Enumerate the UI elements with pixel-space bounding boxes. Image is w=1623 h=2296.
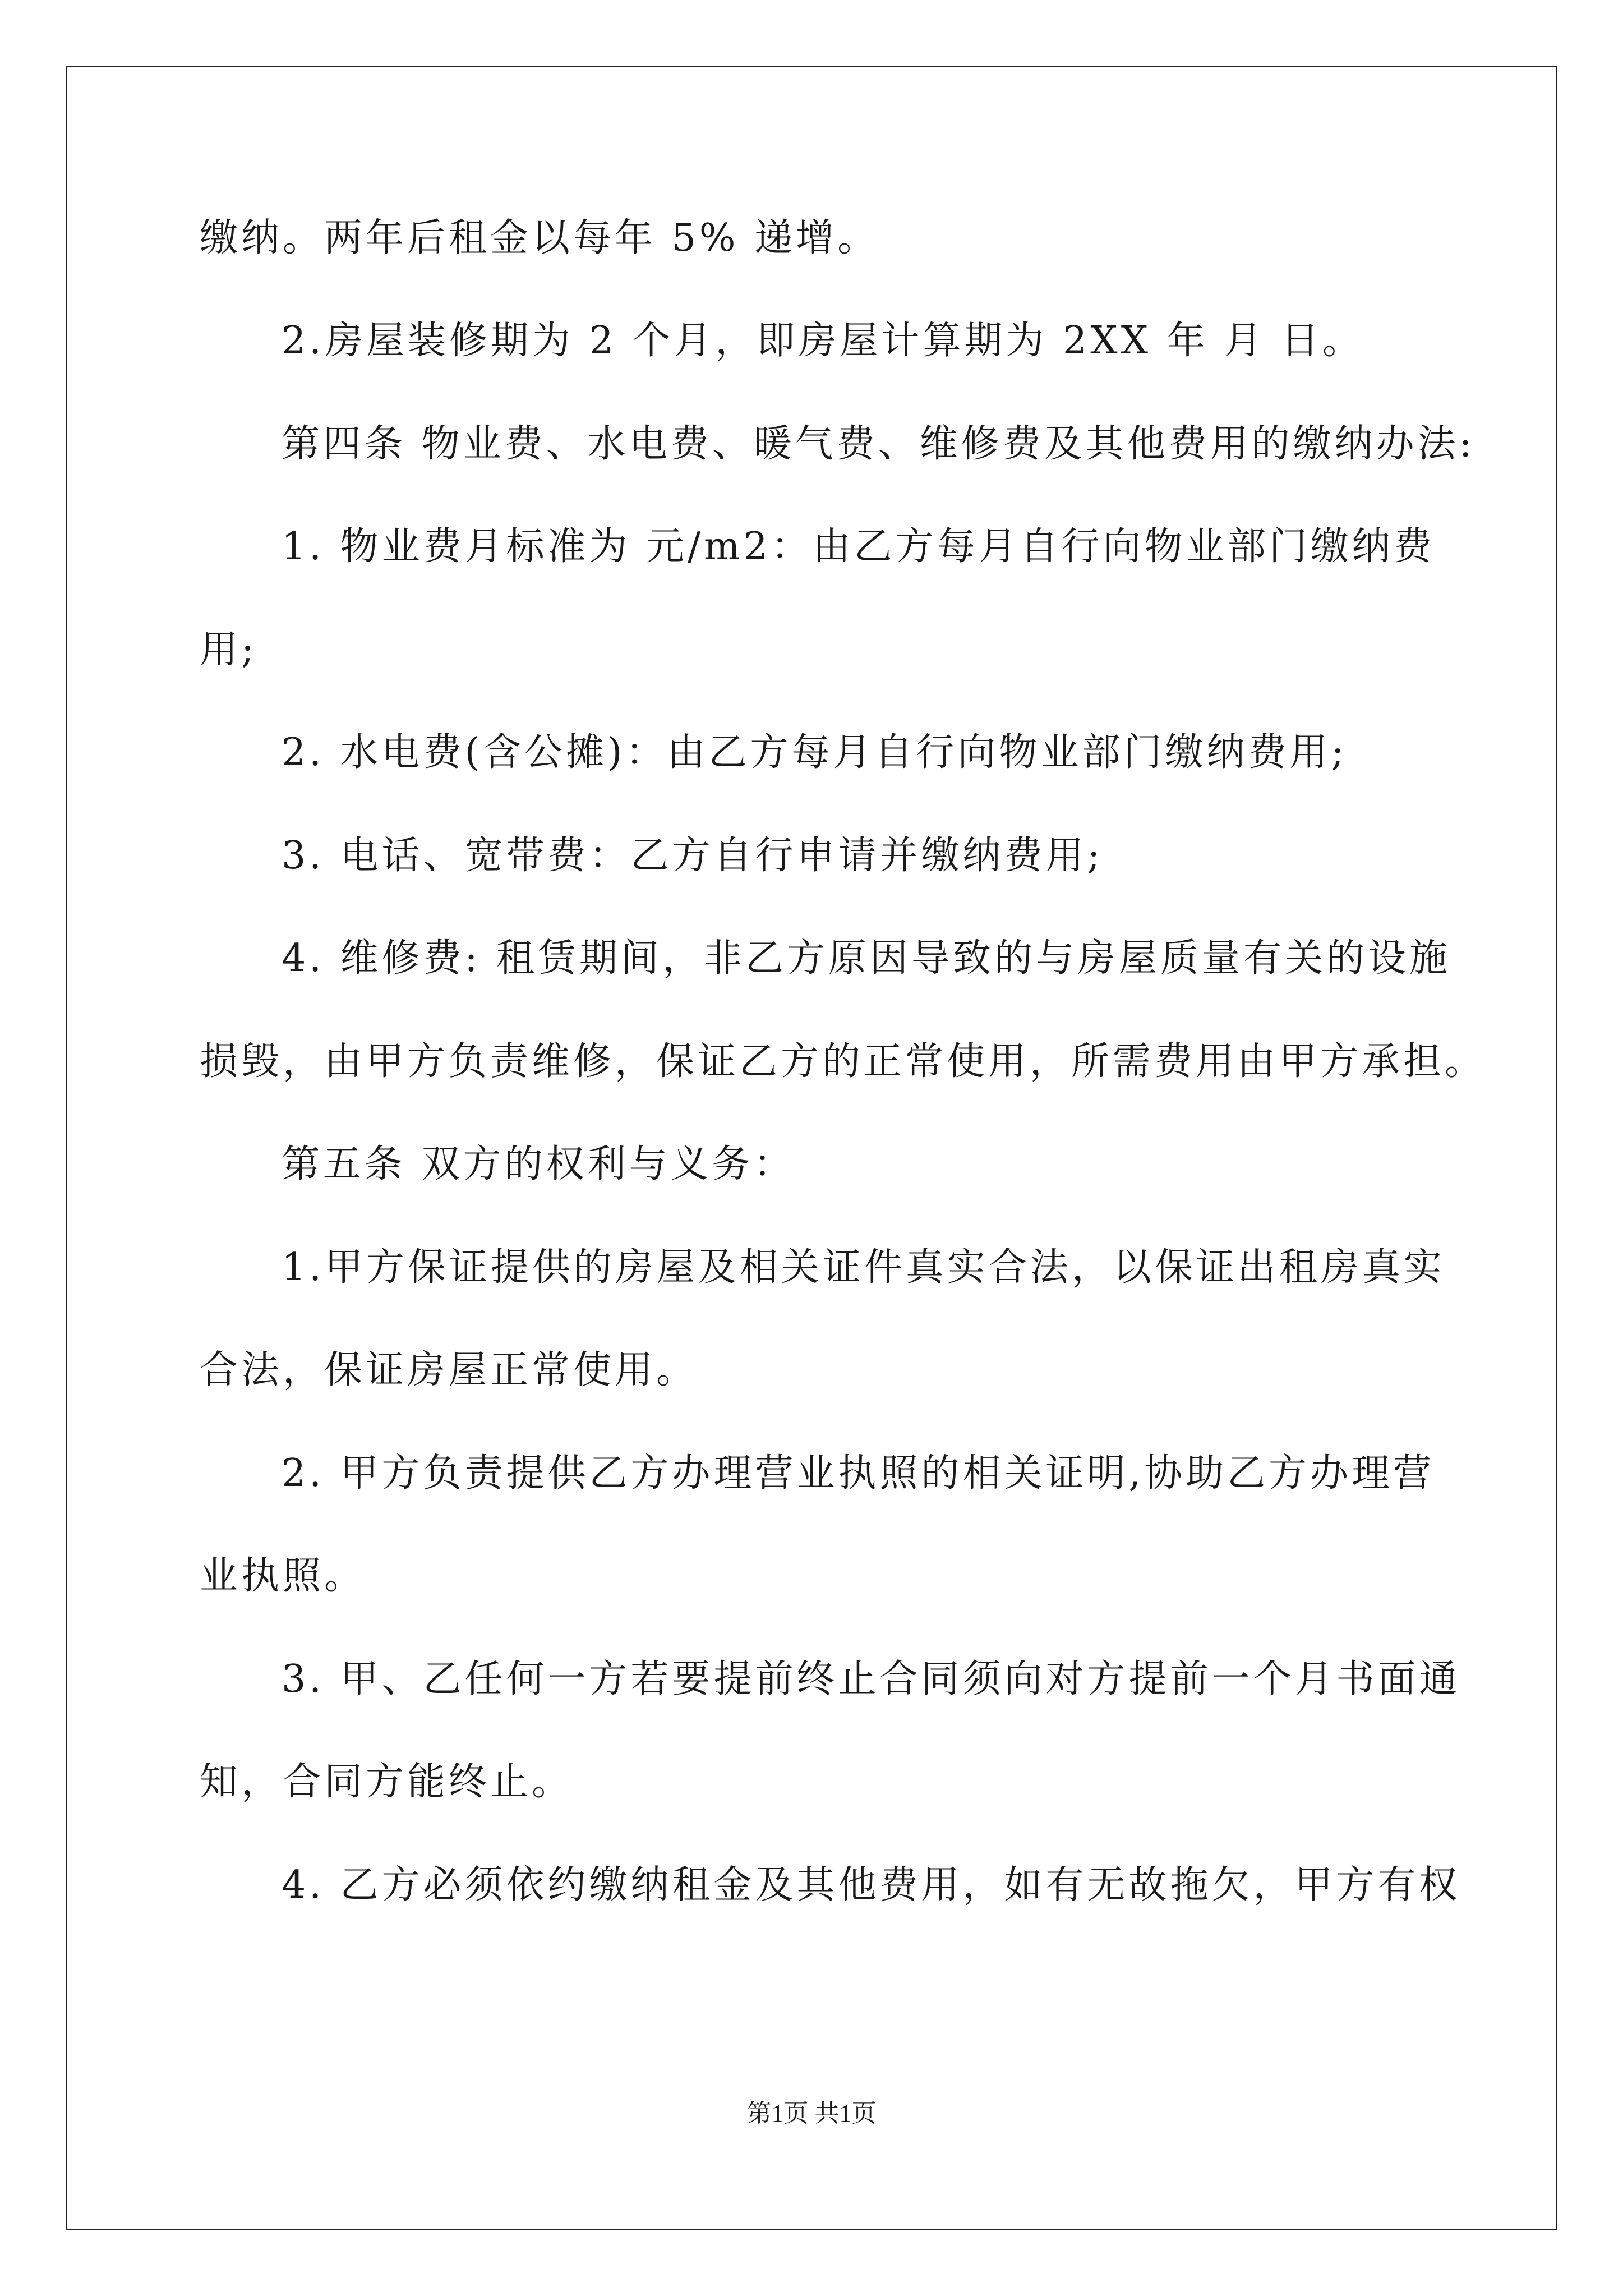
text-line: 合法，保证房屋正常使用。 <box>200 1348 698 1392</box>
text-line: 4. 乙方必须依约缴纳租金及其他费用，如有无故拖欠，甲方有权 <box>282 1863 1461 1907</box>
page-footer: 第1页 共1页 <box>746 2100 877 2127</box>
text-line: 业执照。 <box>200 1554 366 1598</box>
text-line: 4. 维修费: 租赁期间，非乙方原因导致的与房屋质量有关的设施 <box>282 936 1451 981</box>
text-line: 1. 物业费月标准为 元/m2：由乙方每月自行向物业部门缴纳费 <box>282 524 1435 569</box>
section-heading: 第五条 双方的权利与义务： <box>282 1142 795 1186</box>
text-line: 2. 水电费(含公摊)：由乙方每月自行向物业部门缴纳费用; <box>282 730 1348 775</box>
text-line: 2. 甲方负责提供乙方办理营业执照的相关证明,协助乙方办理营 <box>282 1451 1435 1496</box>
section-heading: 第四条 物业费、水电费、暖气费、维修费及其他费用的缴纳办法: <box>282 422 1476 466</box>
text-line: 缴纳。两年后租金以每年 5% 递增。 <box>200 216 879 260</box>
text-line: 3. 电话、宽带费：乙方自行申请并缴纳费用; <box>282 834 1104 878</box>
text-line: 1.甲方保证提供的房屋及相关证件真实合法，以保证出租房真实 <box>282 1245 1445 1290</box>
text-line: 用; <box>200 628 257 672</box>
text-line: 2.房屋装修期为 2 个月，即房屋计算期为 2XX 年 月 日。 <box>282 319 1364 363</box>
text-line: 3. 甲、乙任何一方若要提前终止合同须向对方提前一个月书面通 <box>282 1657 1461 1701</box>
text-line: 知，合同方能终止。 <box>200 1760 574 1804</box>
text-line: 损毁，由甲方负责维修，保证乙方的正常使用，所需费用由甲方承担。 <box>200 1039 1487 1084</box>
